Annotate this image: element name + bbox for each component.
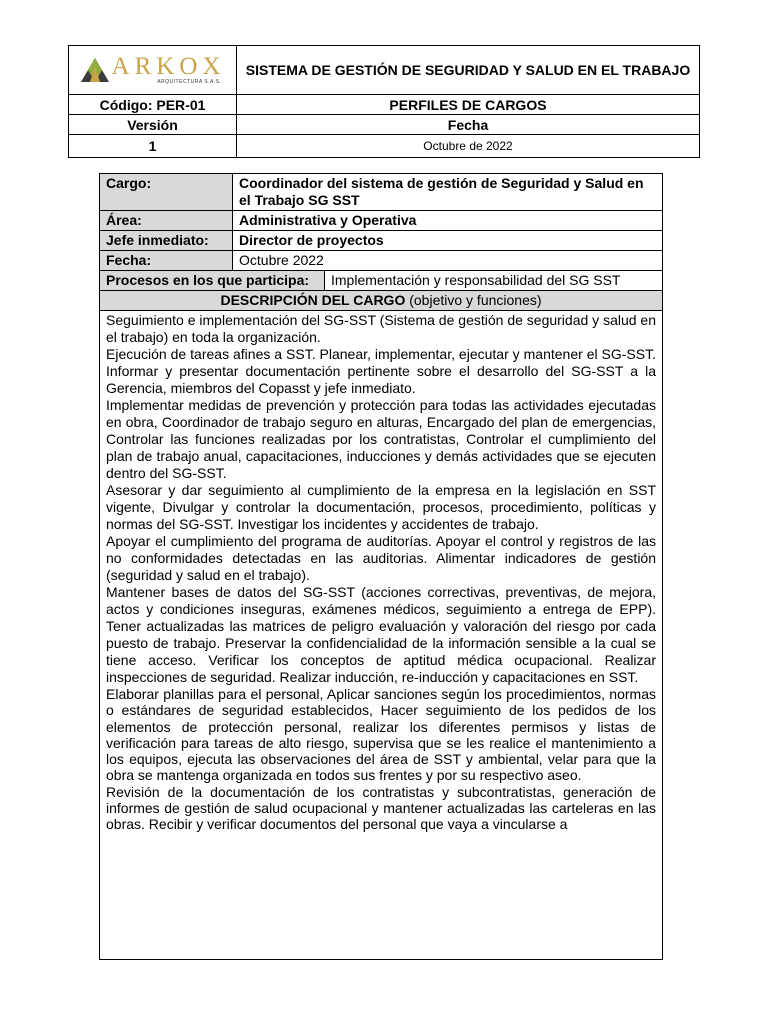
procesos-row [100, 271, 663, 291]
description-paragraph: Mantener bases de datos del SG-SST (acciones correctivas, preventivas, de mejora, actos y condiciones inseguras, exámenes médicos, seguimiento a entrega de EPP). Tener actualizadas las matrices de peligro evaluación y valoración del riesgo por cada puesto de trabajo. Preservar la confidencialidad de la información sensible a la cual se tiene acceso. Verificar los conceptos de aptitud médica ocupacional. Realizar inspecciones de seguridad. Realizar inducción, re-inducción y capacitaciones en SST. [106, 584, 656, 685]
description-paragraph: Implementar medidas de prevención y protección para todas las actividades ejecutadas en obra, Coordinador de trabajo seguro en alturas, Encargado del plan de emergencias, Controlar las funciones realizadas por los contratistas, Controlar el cumplimiento del plan de trabajo anual, capacitaciones, inducciones y demás actividades que se ejecuten dentro del SG-SST. [106, 397, 656, 481]
cargo-value: Coordinador del sistema de gestión de Seguridad y Salud en el Trabajo SG SST [233, 174, 663, 211]
document-title: SISTEMA DE GESTIÓN DE SEGURIDAD Y SALUD EN EL TRABAJO [237, 46, 700, 95]
document-header [68, 45, 700, 158]
cargo-label: Cargo: [100, 174, 233, 211]
description-title: DESCRIPCIÓN DEL CARGO [220, 292, 406, 308]
version-label: Versión [69, 115, 237, 135]
jefe-value: Director de proyectos [233, 231, 663, 251]
company-logo [69, 55, 236, 85]
triangle-logo-icon [80, 57, 110, 83]
fecha-profile-label: Fecha: [100, 251, 233, 271]
profile-table [99, 173, 663, 960]
jefe-label: Jefe inmediato: [100, 231, 233, 251]
fecha-profile-value: Octubre 2022 [233, 251, 663, 271]
description-body [100, 311, 663, 960]
description-title-suffix: (objetivo y funciones) [405, 292, 542, 308]
fecha-value: Octubre de 2022 [237, 135, 700, 158]
description-paragraph: Elaborar planillas para el personal, Aplicar sanciones según los procedimientos, normas o estándares de seguridad establecidos, Hacer seguimiento de los pedidos de los elementos de protección personal, realizar los diferentes permisos y listas de verificación para tareas de alto riesgo, supervisa que se les realice el mantenimiento a los equipos, ejecuta las observaciones del área de SST y ambiental, velar para que la obra se mantenga organizada en todos sus frentes y por su respectivo aseo. [106, 686, 656, 784]
description-paragraph: Seguimiento e implementación del SG-SST (Sistema de gestión de seguridad y salud en el trabajo) en toda la organización. [106, 312, 656, 345]
description-paragraph: Apoyar el cumplimiento del programa de auditorías. Apoyar el control y registros de las no conformidades detectadas en las auditorias. Alimentar indicadores de gestión (seguridad y salud en el trabajo). [106, 533, 656, 583]
document-code: Código: PER-01 [69, 95, 237, 115]
logo-subtitle: ARQUITECTURA S.A.S. [157, 79, 222, 85]
procesos-label: Procesos en los que participa: [100, 271, 325, 290]
area-label: Área: [100, 211, 233, 231]
logo-brand: ARKOX [111, 53, 226, 80]
fecha-label: Fecha [237, 115, 700, 135]
area-value: Administrativa y Operativa [233, 211, 663, 231]
logo-cell [69, 46, 237, 95]
version-value: 1 [69, 135, 237, 158]
procesos-value: Implementación y responsabilidad del SG SST [331, 272, 621, 288]
description-paragraph: Revisión de la documentación de los contratistas y subcontratistas, generación de informes de gestión de salud ocupacional y mantener actualizadas las carteleras en las obras. Recibir y verificar documentos del personal que vaya a vincularse a [106, 783, 656, 833]
document-subtitle: PERFILES DE CARGOS [237, 95, 700, 115]
description-heading [100, 291, 663, 311]
description-paragraph: Asesorar y dar seguimiento al cumplimiento de la empresa en la legislación en SST vigente, Divulgar y controlar la documentación, procesos, procedimiento, políticas y normas del SG-SST. Investigar los incidentes y accidentes de trabajo. [106, 482, 656, 532]
description-paragraph: Ejecución de tareas afines a SST. Planear, implementar, ejecutar y mantener el SG-SST. Informar y presentar documentación pertinente sobre el desarrollo del SG-SST a la Gerencia, miembros del Copasst y jefe inmediato. [106, 346, 656, 396]
